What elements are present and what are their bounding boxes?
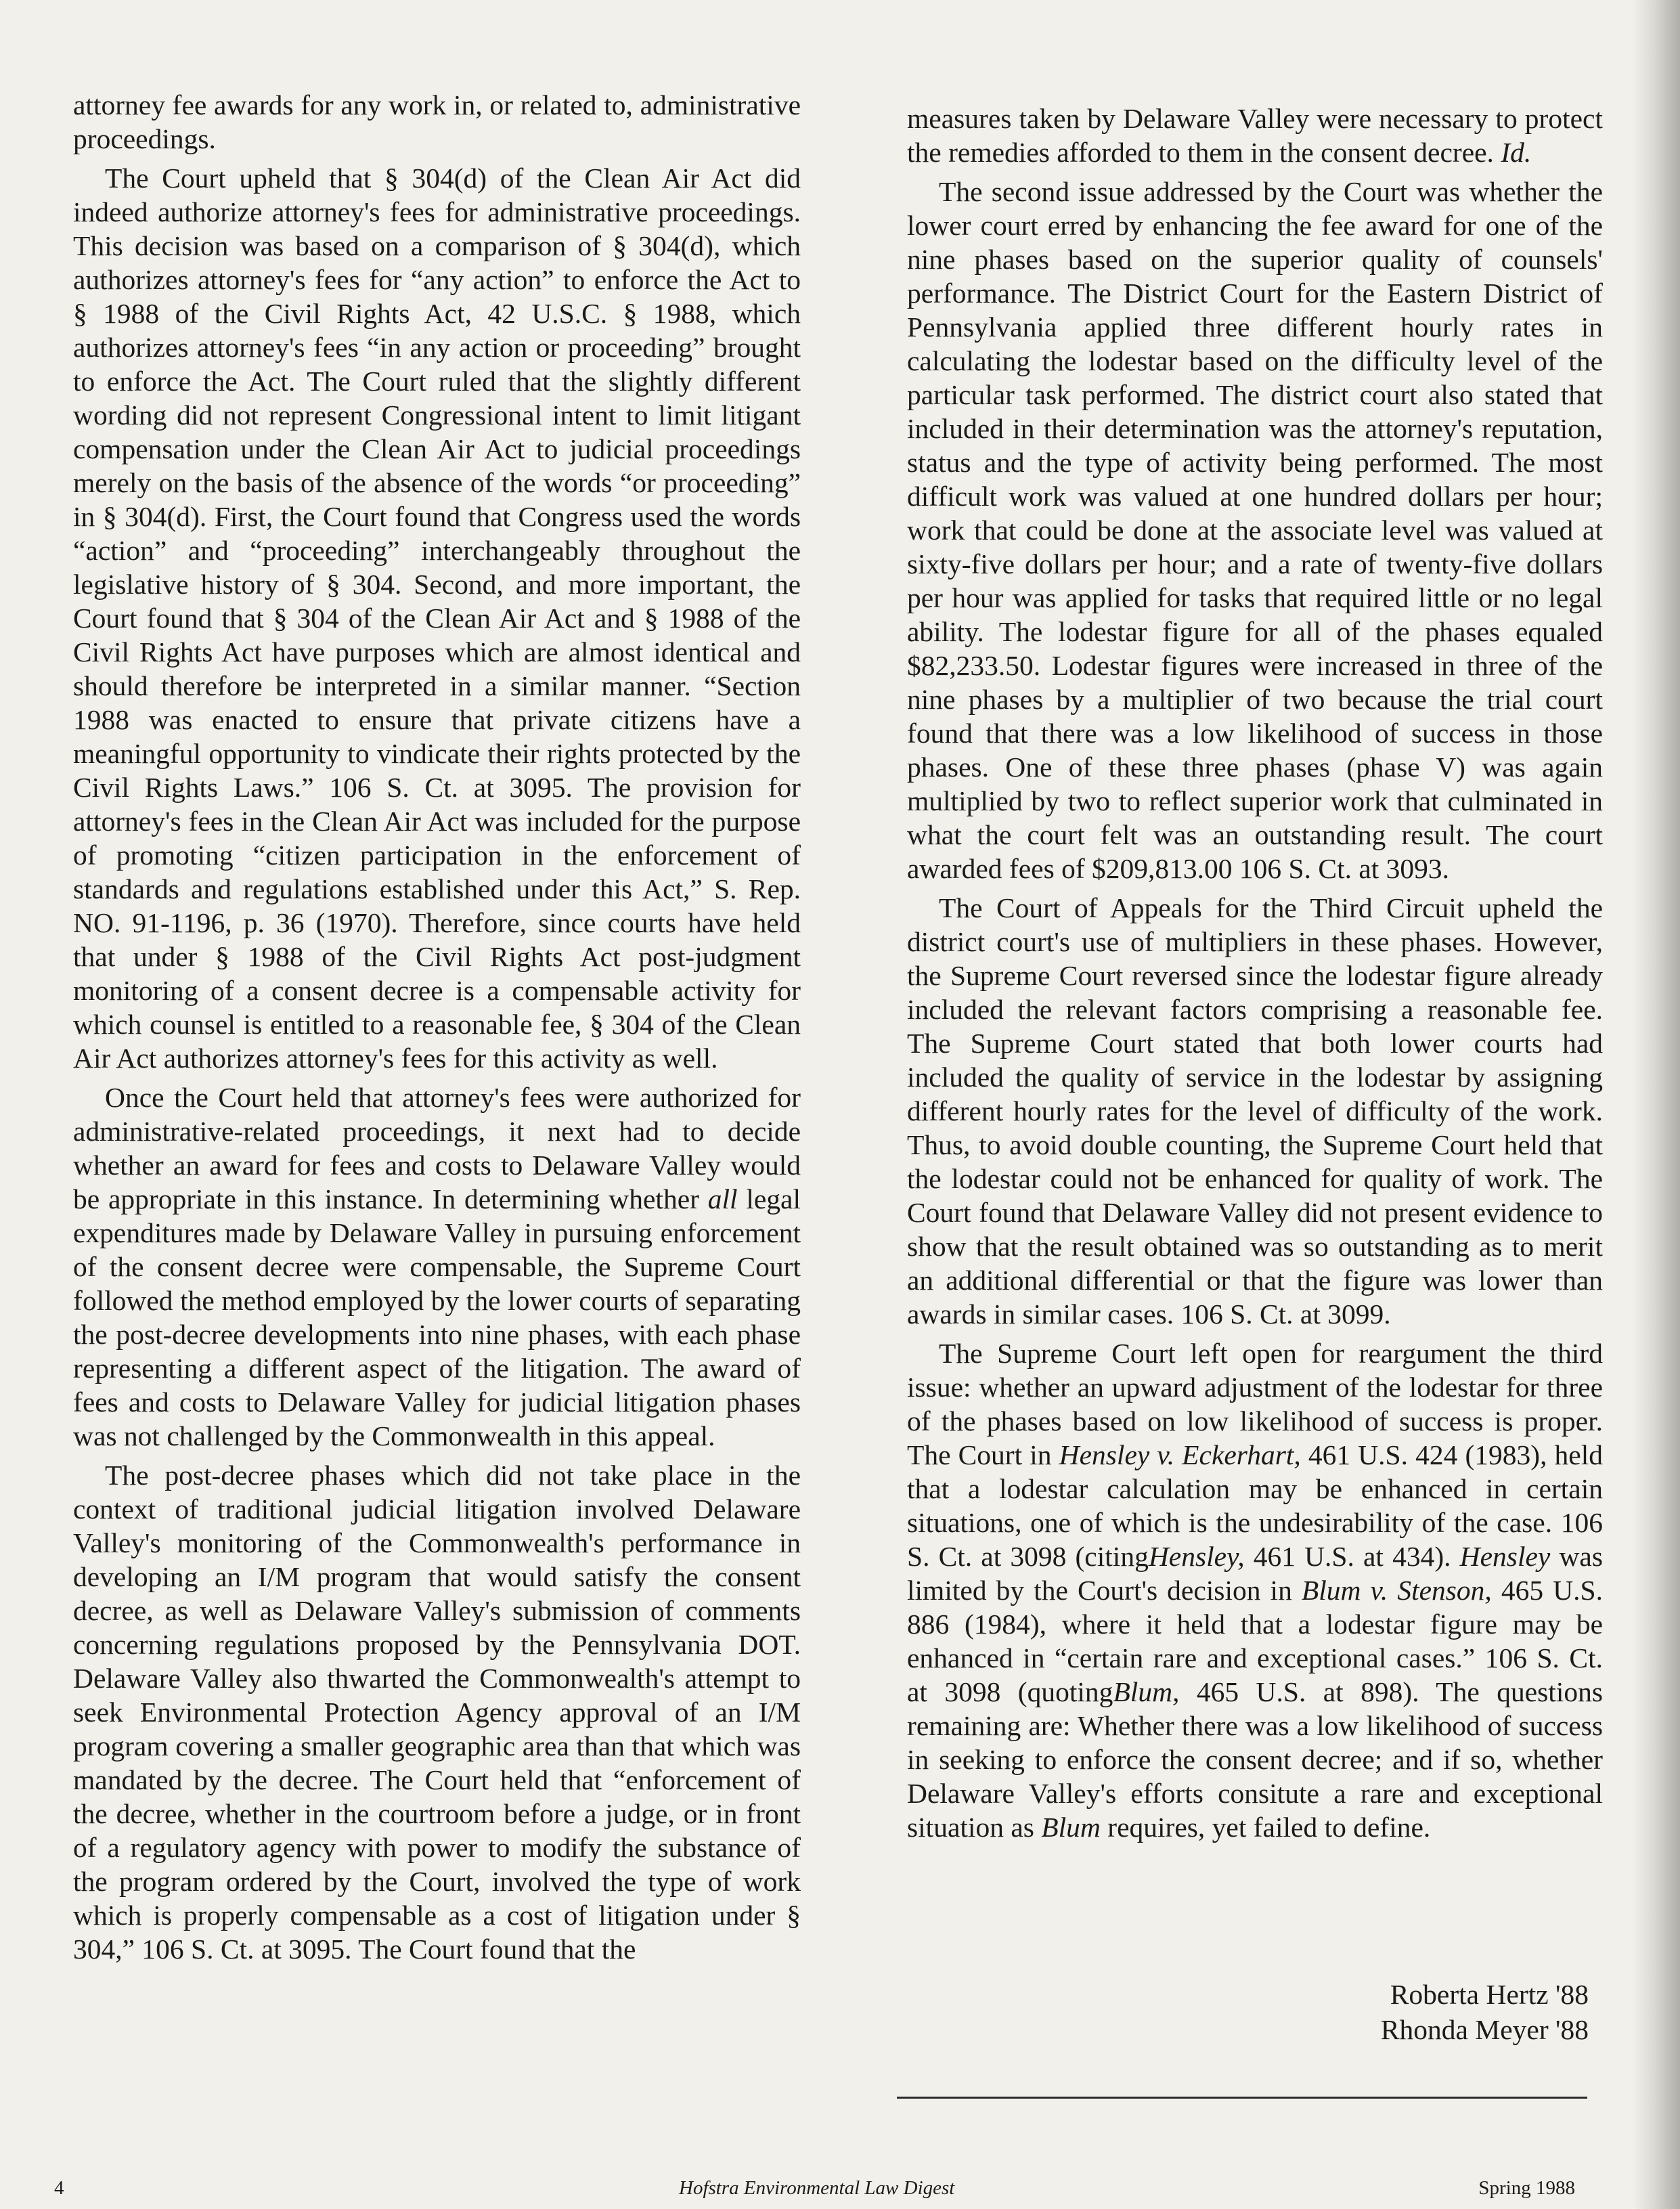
paragraph-text: was limited by the Court's decision in <box>907 1541 1603 1606</box>
paragraph <box>73 1080 801 1453</box>
case-name: Hensley v. Eckerhart, <box>1059 1439 1301 1470</box>
case-name: Hensley, <box>1148 1541 1245 1572</box>
paragraph-text: 461 U.S. 424 (1983), held that a lodestar calculation may be enhanced in certain situations, one of which is the undesirability of the case. 106 S. Ct. at 3098 (citing <box>907 1439 1603 1572</box>
paragraph-text: The Supreme Court left open for reargument the third issue: whether an upward adjustment of the lodestar for three of the phases based on low likelihood of success is proper. The Court in <box>907 1338 1603 1470</box>
paragraph <box>907 1336 1603 1844</box>
citation: Id. <box>1501 137 1532 168</box>
case-name: Blum, <box>1113 1676 1180 1707</box>
paragraph-text: measures taken by Delaware Valley were necessary to protect the remedies afforded to them in the consent decree. <box>907 103 1603 168</box>
author-name: Roberta Hertz '88 <box>1390 1979 1589 2010</box>
case-name: Hensley <box>1459 1541 1551 1572</box>
case-name: Blum v. Stenson, <box>1301 1575 1492 1606</box>
paragraph-text: Once the Court held that attorney's fees were authorized for administrative-related proceedings, it next had to decide whether an award for fees and costs to Delaware Valley would be appropriate in this instance. In determining whether <box>73 1082 801 1215</box>
page-edge-shadow <box>1633 0 1680 2209</box>
paragraph-text: requires, yet failed to define. <box>1107 1812 1431 1843</box>
paragraph: The Court upheld that § 304(d) of the Clean Air Act did indeed authorize attorney's fees for administrative proceedings. This decision was based on a comparison of § 304(d), which authorizes attorney's fees for “any action” to enforce the Act to § 1988 of the Civil Rights Act, 42 U.S.C. § 1988, which authorizes attorney's fees “in any action or proceeding” brought to enforce the Act. The Court ruled that the slightly different wording did not represent Congressional intent to limit litigant compensation under the Clean Air Act to judicial proceedings merely on the basis of the absence of the words “or proceeding” in § 304(d). First, the Court found that Congress used the words “action” and “proceeding” interchangeably throughout the legislative history of § 304. Second, and more important, the Court found that § 304 of the Clean Air Act and § 1988 of the Civil Rights Act have purposes which are almost identical and should therefore be interpreted in a similar manner. “Section 1988 was enacted to ensure that private citizens have a meaningful opportunity to vindicate their rights protected by the Civil Rights Laws.” 106 S. Ct. at 3095. The provision for attorney's fees in the Clean Air Act was included for the purpose of promoting “citizen participation in the enforcement of standards and regulations established under this Act,” S. Rep. NO. 91-1196, p. 36 (1970). Therefore, since courts have held that under § 1988 of the Civil Rights Act post-judgment monitoring of a consent decree is a compensable activity for which counsel is entitled to a reasonable fee, § 304 of the Clean Air Act authorizes attorney's fees for this activity as well. <box>73 162 801 1074</box>
paragraph-text: 465 U.S. at 898). The questions remaining are: Whether there was a low likelihood of success in seeking to enforce the consent decree; and if so, whether Delaware Valley's efforts consitute a rare and exceptional situation as <box>907 1676 1603 1843</box>
right-column <box>907 102 1603 1844</box>
author-signature <box>1381 1977 1589 2047</box>
issue-date: Spring 1988 <box>1478 2177 1575 2199</box>
emphasis: all <box>707 1183 738 1215</box>
footer-rule <box>897 2097 1587 2099</box>
paragraph: attorney fee awards for any work in, or related to, administrative proceedings. <box>73 89 801 154</box>
left-column <box>73 88 801 1966</box>
page-number: 4 <box>54 2177 64 2199</box>
paragraph: The Court of Appeals for the Third Circuit upheld the district court's use of multipliers in these phases. However, the Supreme Court reversed since the lodestar figure already included the relevant factors comprising a reasonable fee. The Supreme Court stated that both lower courts had included the quality of service in the lodestar by assigning different hourly rates for the level of difficulty of the work. Thus, to avoid double counting, the Supreme Court held that the lodestar could not be enhanced for quality of work. The Court found that Delaware Valley did not present evidence to show that the result obtained was so outstanding as to merit an additional differential or that the figure was lower than awards in similar cases. 106 S. Ct. at 3099. <box>907 892 1603 1330</box>
author-name: Rhonda Meyer '88 <box>1380 2014 1589 2045</box>
case-name: Blum <box>1041 1812 1101 1843</box>
paragraph <box>907 102 1603 169</box>
paragraph-text: 461 U.S. at 434). <box>1253 1541 1451 1572</box>
paragraph-text: 465 U.S. 886 (1984), where it held that a lodestar figure may be enhanced in “certain rare and exceptional cases.” 106 S. Ct. at 3098 (quoting <box>907 1575 1603 1707</box>
paragraph: The second issue addressed by the Court was whether the lower court erred by enhancing the fee award for one of the nine phases based on the superior quality of counsels' performance. The District Court for the Eastern District of Pennsylvania applied three different hourly rates in calculating the lodestar based on the difficulty level of the particular task performed. The district court also stated that included in their determination was the attorney's reputation, status and the type of activity being performed. The most difficult work was valued at one hundred dollars per hour; work that could be done at the associate level was valued at sixty-five dollars per hour; and a rate of twenty-five dollars per hour was applied for tasks that required little or no legal ability. The lodestar figure for all of the phases equaled $82,233.50. Lodestar figures were increased in three of the nine phases by a multiplier of two because the trial court found that there was a low likelihood of success in those phases. One of these three phases (phase V) was again multiplied by two to reflect superior work that culminated in what the court felt was an outstanding result. The court awarded fees of $209,813.00 106 S. Ct. at 3093. <box>907 176 1603 884</box>
journal-title: Hofstra Environmental Law Digest <box>679 2177 955 2199</box>
paragraph: The post-decree phases which did not take place in the context of traditional judicial litigation involved Delaware Valley's monitoring of the Commonwealth's performance in developing an I/M program that would satisfy the consent decree, as well as Delaware Valley's submission of comments concerning regulations proposed by the Pennsylvania DOT. Delaware Valley also thwarted the Commonwealth's attempt to seek Environmental Protection Agency approval of an I/M program covering a smaller geographic area than that which was mandated by the decree. The Court held that “enforcement of the decree, whether in the courtroom before a judge, or in front of a regulatory agency with power to modify the substance of the program ordered by the Court, involved the type of work which is properly compensable as a cost of litigation under § 304,” 106 S. Ct. at 3095. The Court found that the <box>73 1460 801 1965</box>
paragraph-text: legal expenditures made by Delaware Valley in pursuing enforcement of the consent decree were compensable, the Supreme Court followed the method employed by the lower courts of separating the post-decree developments into nine phases, with each phase representing a different aspect of the litigation. The award of fees and costs to Delaware Valley for judicial litigation phases was not challenged by the Commonwealth in this appeal. <box>73 1183 801 1451</box>
